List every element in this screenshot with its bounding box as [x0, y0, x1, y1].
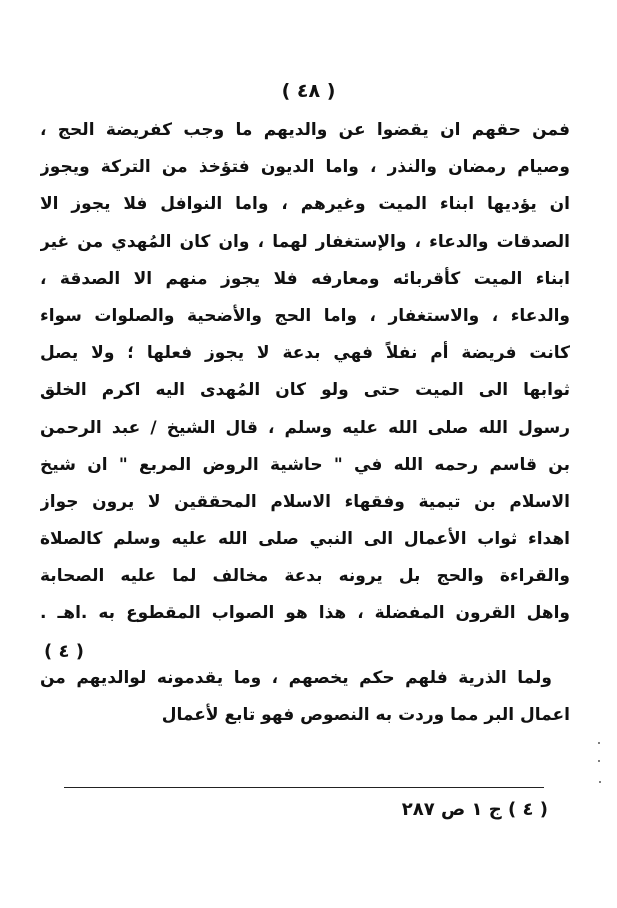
text-line: والدعاء ، والاستغفار ، واما الحج والأضحية والصلوات سواء: [40, 305, 570, 326]
text-line: ابناء الميت كأقربائه ومعارفه فلا يجوز منهم الا الصدقة ،: [40, 268, 570, 289]
text-line: ولما الذرية فلهم حكم يخصهم ، وما يقدمونه لوالديهم من: [40, 668, 552, 688]
text-line: اعمال البر مما وردت به النصوص فهو تابع لأعمال: [161, 705, 570, 726]
second-paragraph: [40, 660, 570, 734]
text-line: كانت فريضة أم نفلاً فهي بدعة لا يجوز فعلها ؛ ولا يصل: [40, 343, 570, 364]
footnote-divider: [64, 787, 544, 788]
scan-speck: [599, 781, 601, 783]
footnote-reference: ( ٤ ) ج ١ ص ٢٨٧: [401, 799, 548, 820]
text-line: ان يؤديها ابناء الميت وغيرهم ، واما النوافل فلا يجوز الا: [40, 194, 570, 215]
scan-speck: [598, 742, 600, 744]
text-line: فمن حقهم ان يقضوا عن والديهم ما وجب كفريضة الحج ،: [40, 120, 570, 140]
text-line: الاسلام بن تيمية وفقهاء الاسلام المحققين لا يرون جواز: [40, 491, 570, 512]
text-line: والقراءة والحج بل يرونه بدعة مخالف لما عليه الصحابة: [40, 566, 570, 587]
main-paragraph: [40, 112, 570, 670]
scan-speck: [598, 760, 600, 762]
text-line: رسول الله صلى الله عليه وسلم ، قال الشيخ / عبد الرحمن: [40, 417, 570, 438]
text-line: الصدقات والدعاء ، والإستغفار لهما ، وان كان المُهدي من غير: [40, 231, 570, 252]
text-line: واهل القرون المفضلة ، هذا هو الصواب المقطوع به .اهـ .: [40, 603, 570, 624]
footnote-marker: ( ٤ ): [44, 640, 84, 662]
text-line: اهداء ثواب الأعمال الى النبي صلى الله عليه وسلم كالصلاة: [40, 529, 570, 550]
text-line: ثوابها الى الميت حتى ولو كان المُهدى اليه اكرم الخلق: [40, 380, 570, 401]
text-line: وصيام رمضان والنذر ، واما الديون فتؤخذ من التركة ويجوز: [40, 157, 570, 178]
page-number: ( ٤٨ ): [281, 80, 336, 102]
text-line: بن قاسم رحمه الله في " حاشية الروض المربع " ان شيخ: [40, 454, 570, 475]
